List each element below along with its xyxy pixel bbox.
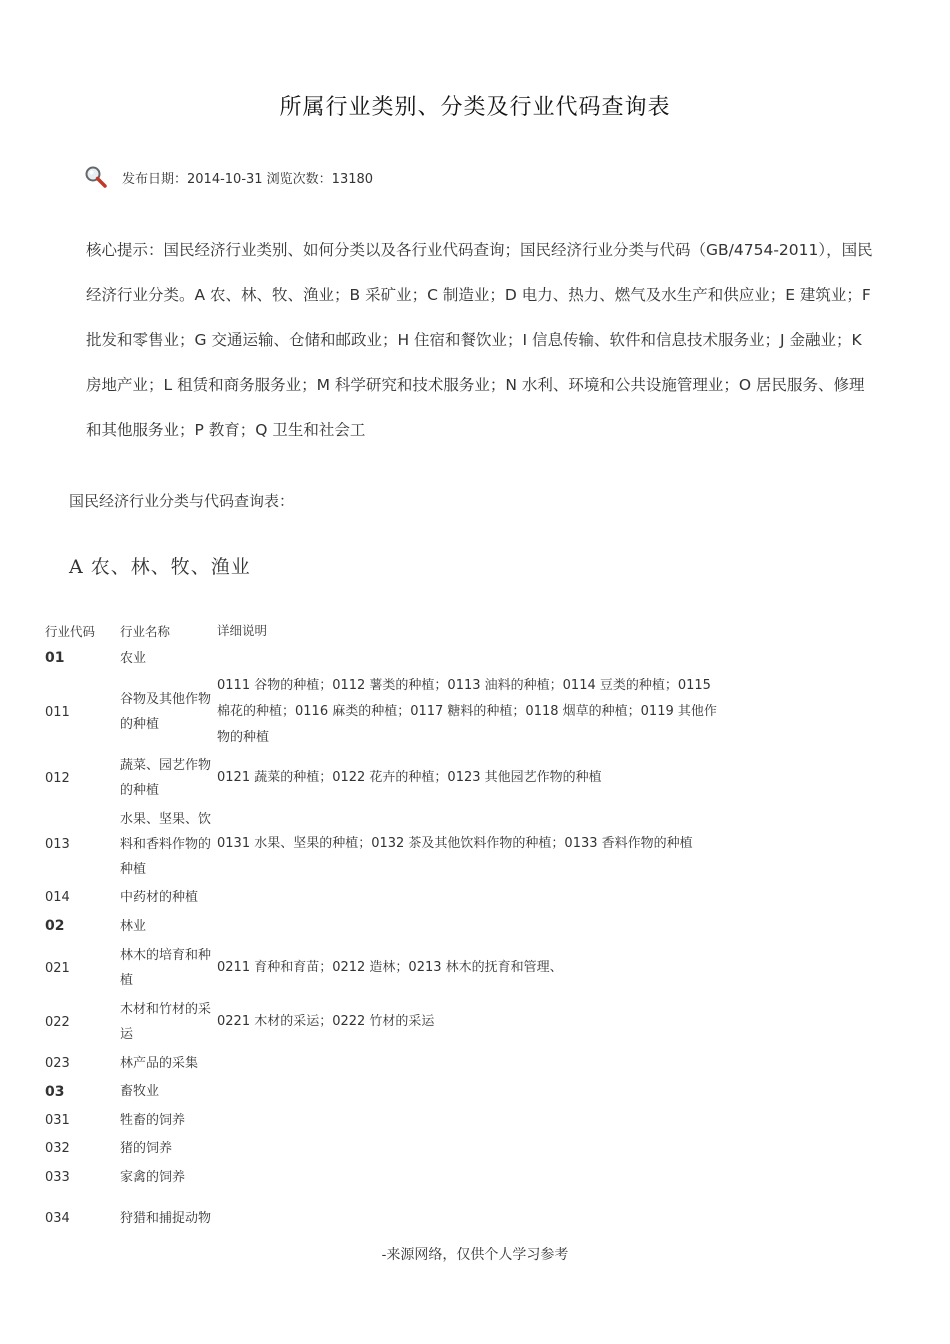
header-code: 行业代码: [45, 624, 96, 639]
row-detail: 0131 水果、坚果的种植；0132 茶及其他饮料作物的种植；0133 香料作物的种植: [217, 836, 693, 851]
row-code: 021: [45, 960, 70, 976]
row-name: 林业: [120, 918, 147, 934]
row-name: 牲畜的饲养: [120, 1112, 186, 1128]
row-code: 014: [45, 890, 70, 905]
row-name: 农业: [120, 650, 147, 666]
row-code: 032: [45, 1141, 70, 1156]
row-name: 林产品的采集: [120, 1055, 199, 1071]
table-intro: 国民经济行业分类与代码查询表：: [69, 492, 295, 510]
table-row: [45, 752, 725, 804]
row-code: 022: [45, 1014, 70, 1030]
source-footer: -来源网络，仅供个人学习参考: [381, 1247, 569, 1263]
table-row: [45, 884, 725, 911]
table-row: [45, 1134, 725, 1163]
table-row: [45, 995, 725, 1049]
table-row: [45, 1163, 725, 1191]
row-name: 畜牧业: [120, 1084, 160, 1099]
industry-code-table: [45, 618, 725, 1245]
row-code: 034: [45, 1210, 70, 1226]
table-row: [45, 804, 725, 884]
table-row: [45, 644, 725, 672]
row-code: 02: [45, 918, 65, 934]
row-name: 狩猎和捕捉动物: [120, 1210, 212, 1226]
table-row: [45, 1106, 725, 1134]
row-name: 家禽的饲养: [120, 1169, 186, 1185]
publish-meta: [84, 165, 373, 189]
row-detail: 0211 育种和育苗；0212 造林；0213 林木的抚育和管理、: [217, 960, 563, 975]
row-name: 蔬菜、园艺作物的种植: [120, 758, 212, 798]
row-name: 林木的培育和种植: [120, 948, 212, 988]
magnifier-icon: [84, 165, 108, 189]
row-code: 013: [45, 836, 70, 852]
row-code: 01: [45, 650, 65, 666]
row-code: 03: [45, 1083, 65, 1100]
row-name: 木材和竹材的采运: [120, 1002, 212, 1042]
table-row: [45, 941, 725, 995]
row-name: 中药材的种植: [120, 890, 199, 905]
row-code: 031: [45, 1112, 70, 1128]
row-name: 谷物及其他作物的种植: [120, 692, 212, 732]
table-row: [45, 911, 725, 941]
row-code: 011: [45, 704, 70, 720]
publish-info: 发布日期：2014-10-31 浏览次数：13180: [122, 171, 374, 187]
header-detail: 详细说明: [217, 623, 268, 638]
core-summary: 核心提示：国民经济行业类别、如何分类以及各行业代码查询；国民经济行业分类与代码（GB/4754-2011），国民经济行业分类。A 农、林、牧、渔业；B 采矿业；C 制造业；D 电力、热力、燃气及水生产和供应业；E 建筑业；F 批发和零售业；G 交通运输、仓储和邮政业；H 住宿和餐饮业；I 信息传输、软件和信息技术服务业；J 金融业；K 房地产业；L 租赁和商务服务业；M 科学研究和技术服务业；N 水利、环境和公共设施管理业；O 居民服务、修理和其他服务业；P 教育；Q 卫生和社会工: [86, 241, 873, 439]
row-detail: 0221 木材的采运；0222 竹材的采运: [217, 1014, 435, 1029]
table-row: [45, 1049, 725, 1077]
row-code: 023: [45, 1055, 70, 1071]
row-detail: 0121 蔬菜的种植；0122 花卉的种植；0123 其他园艺作物的种植: [217, 770, 602, 785]
table-row: [45, 1077, 725, 1106]
table-row: [45, 1191, 725, 1245]
section-heading: A 农、林、牧、渔业: [69, 556, 251, 578]
row-name: 猪的饲养: [120, 1141, 173, 1156]
row-code: 012: [45, 770, 70, 786]
page-title: 所属行业类别、分类及行业代码查询表: [279, 95, 671, 120]
table-header: [45, 618, 725, 644]
header-name: 行业名称: [120, 623, 171, 639]
row-name: 水果、坚果、饮料和香料作物的种植: [120, 811, 212, 877]
row-detail: 0111 谷物的种植；0112 薯类的种植；0113 油料的种植；0114 豆类的种植；0115 棉花的种植；0116 麻类的种植；0117 糖料的种植；0118 烟草的种植；0119 其他作物的种植: [217, 678, 717, 745]
row-code: 033: [45, 1169, 70, 1185]
table-row: [45, 672, 725, 752]
